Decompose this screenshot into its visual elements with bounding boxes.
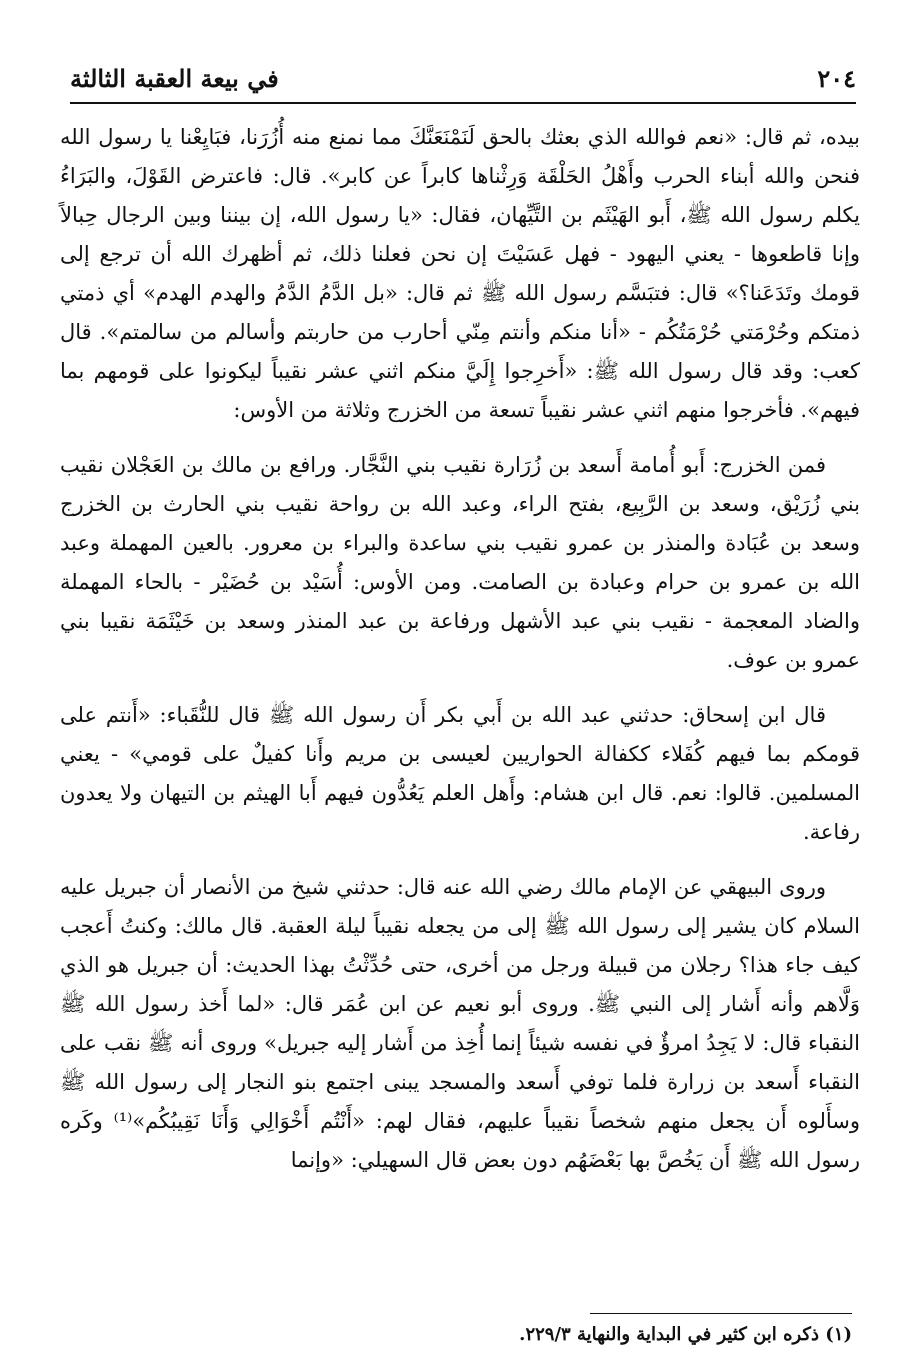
main-text (60, 118, 860, 1196)
header-rule (70, 102, 856, 104)
page-number: ٢٠٤ (817, 63, 856, 93)
paragraph: بيده، ثم قال: «نعم فوالله الذي بعثك بالحق لَنَمْنَعَنَّكَ مما نمنع منه أُزُرَنا، فبَايِعْنا يا رسول الله فنحن والله أبناء الحرب وأَهْلُ الحَلْقَة وَرِثْناها كابراً عن كابر». قال: فاعترض القَوْلَ، والبَرَاءُ يكلم رسول الله ﷺ، أَبو الهَيْثَم بن التَّيِّهان، فقال: «يا رسول الله، إن بيننا وبين الرجال حِبالاً وإنا قاطعوها - يعني اليهود - فهل عَسَيْتَ إن نحن فعلنا ذلك، ثم أظهرك الله أن ترجع إلى قومك وتَدَعَنا؟» قال: فتبَسَّم رسول الله ﷺ ثم قال: «بل الدَّمُ الدَّمُ والهدم الهدم» أي ذمتي ذمتكم وحُرْمَتي حُرْمَتُكُم - «أنا منكم وأنتم مِنّي أحارب من حاربتم وأسالم من سالمتم». قال كعب: وقد قال رسول الله ﷺ: «أَخرِجوا إِلَيَّ منكم اثني عشر نقيباً ليكونوا على قومهم بما فيهم». فأخرجوا منهم اثني عشر نقيباً تسعة من الخزرج وثلاثة من الأوس: (60, 125, 860, 422)
running-title: في بيعة العقبة الثالثة (70, 63, 279, 93)
paragraph: وروى البيهقي عن الإمام مالك رضي الله عنه قال: حدثني شيخ من الأنصار أن جبريل عليه السلام كان يشير إلى رسول الله ﷺ إلى من يجعله نقيباً ليلة العقبة. قال مالك: وكنتُ أَعجب كيف جاء هذا؟ رجلان من قبيلة ورجل من أخرى، حتى حُدِّثْتُ بهذا الحديث: أن جبريل هو الذي وَلَّاهم وأنه أَشار إلى النبي ﷺ. وروى أبو نعيم عن ابن عُمَر قال: «لما أَخذ رسول الله ﷺ النقباء قال: لا يَجِدُ امرؤٌ في نفسه شيئاً إنما أُخِذ من أَشار إليه جبريل» وروى أنه ﷺ نقب على النقباء أَسعد بن زرارة فلما توفي أَسعد والمسجد يبنى اجتمع بنو النجار إلى رسول الله ﷺ وسأَلوه أَن يجعل منهم شخصاً نقيباً عليهم، فقال لهم: «أَنْتُم أَخْوَالِي وَأَنَا نَقِيبُكُم»⁽¹⁾ وكَره رسول الله ﷺ أَن يَخُصَّ بها بَعْضَهُم دون بعض قال السهيلي: «وإنما (60, 875, 860, 1172)
paragraph: فمن الخزرج: أَبو أُمامة أَسعد بن زُرَارة نقيب بني النَّجَّار. ورافع بن مالك بن العَجْلان نقيب بني زُرَيْق، وسعد بن الرَّبِيع، بفتح الراء، وعبد الله بن رواحة نقيب بني الحارث بن الخزرج وسعد بن عُبَادة والمنذر بن عمرو نقيب بني ساعدة والبراء بن معرور. بالعين المهملة وعبد الله بن عمرو بن حرام وعبادة بن الصامت. ومن الأوس: أُسَيْد بن حُضَيْر - بالحاء المهملة والضاد المعجمة - نقيب بني عبد الأشهل ورفاعة بن عبد المنذر وسعد بن خَيْثَمَة نقيبا بني عمرو بن عوف. (60, 453, 860, 672)
page-header (70, 56, 856, 100)
footnote-rule (590, 1313, 852, 1314)
paragraph: قال ابن إسحاق: حدثني عبد الله بن أَبي بكر أَن رسول الله ﷺ قال للنُّقَباء: «أَنتم على قومكم بما فيهم كُفَلاء ككفالة الحواريين لعيسى بن مريم وأَنا كفيلٌ على قومي» - يعني المسلمين. قالوا: نعم. قال ابن هشام: وأَهل العلم يَعُدُّون فيهم أَبا الهيثم بن التيهان ولا يعدون رفاعة. (60, 703, 860, 844)
footnote: (١) ذكره ابن كثير في البداية والنهاية ٢٢٩/٣. (519, 1324, 852, 1345)
